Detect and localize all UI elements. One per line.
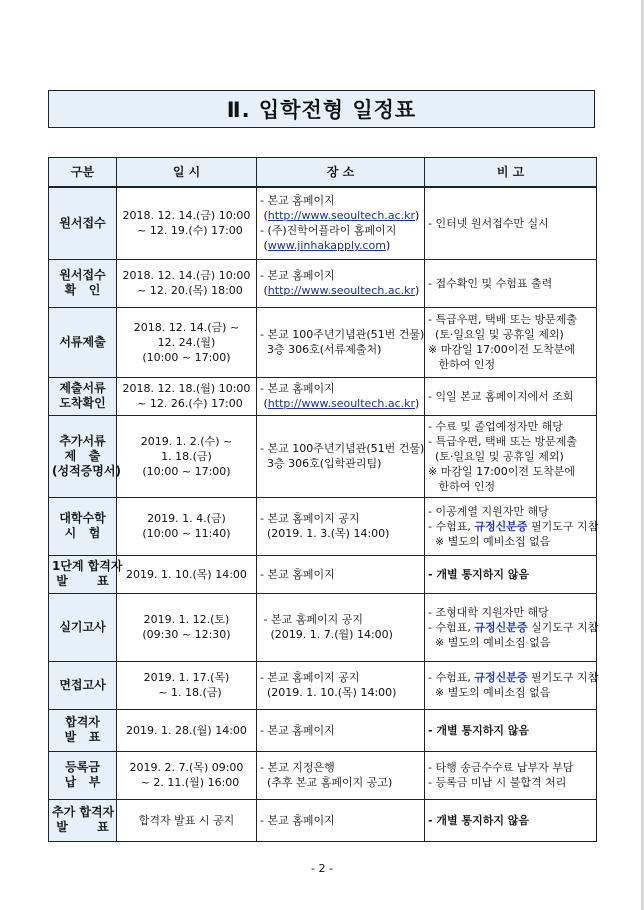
line-prefix: - 수험표, (428, 671, 475, 684)
table-row (49, 661, 597, 709)
table-header-row (49, 158, 597, 188)
cell-line: - 본교 지정은행 (260, 761, 335, 774)
note-cell (425, 751, 597, 799)
homepage-link[interactable]: www.jinhakapply.com (267, 239, 386, 253)
category-label: 확 인 (64, 283, 101, 297)
homepage-link[interactable]: http://www.seoultech.ac.kr (267, 284, 416, 297)
cell-line (428, 620, 599, 635)
category-label: 원서접수 (59, 268, 106, 282)
datetime-cell (117, 187, 257, 259)
cell-line: ※ 별도의 예비소집 없음 (428, 635, 551, 649)
place-cell (257, 307, 425, 377)
table-row (49, 799, 597, 841)
category-label: 면접고사 (59, 677, 106, 692)
category-cell (49, 497, 117, 555)
category-cell (49, 751, 117, 799)
table-row (49, 555, 597, 593)
note-cell (425, 661, 597, 709)
datetime-line: 2019. 1. 17.(목) (143, 671, 230, 684)
cell-line: ※ 마감일 17:00이전 도착분에 (428, 343, 576, 356)
cell-line: - 본교 홈페이지 (260, 382, 335, 395)
category-cell (49, 709, 117, 751)
category-label: 도착확인 (59, 396, 106, 410)
cell-line (428, 670, 599, 685)
datetime-line: 2018. 12. 14.(금) ~ (133, 320, 240, 334)
place-cell (257, 661, 425, 709)
datetime-line: ~ 12. 20.(목) 18:00 (130, 284, 243, 297)
line-prefix: ( (260, 284, 268, 297)
table-row (49, 415, 597, 497)
datetime-cell (117, 555, 257, 593)
homepage-link[interactable]: http://www.seoultech.ac.kr (267, 209, 416, 223)
datetime-cell (117, 377, 257, 415)
cell-line: (2019. 1. 7.(월) 14:00) (260, 628, 393, 641)
category-label: 추가서류 (59, 433, 106, 448)
datetime-line: ~ 1. 18.(금) (151, 686, 222, 699)
category-label: 서류제출 (59, 334, 106, 349)
line-suffix: 실기도구 지참 (527, 620, 599, 634)
note-cell (425, 187, 597, 259)
line-prefix: ( (260, 397, 268, 410)
cell-line: - 특급우편, 택배 또는 방문제출 (428, 313, 577, 326)
cell-line: - 본교 홈페이지 (260, 194, 335, 208)
id-card-highlight: 규정신분증 (474, 519, 528, 533)
cell-line (260, 283, 421, 298)
table-row (49, 259, 597, 307)
category-label: 발 표 (64, 730, 101, 744)
datetime-line: 합격자 발표 시 공지 (138, 813, 235, 827)
cell-line: 한하여 인정 (428, 358, 496, 371)
table-row (49, 187, 597, 259)
datetime-line: (10:00 ~ 11:40) (142, 527, 231, 540)
header-place: 장 소 (257, 158, 425, 188)
datetime-line: 2019. 1. 10.(목) 14:00 (126, 567, 247, 581)
category-label: 발 표 (56, 574, 109, 588)
cell-line: - 본교 홈페이지 공지 (260, 613, 363, 626)
place-cell (257, 415, 425, 497)
datetime-line: 2018. 12. 14.(금) 10:00 (122, 209, 251, 223)
datetime-line: 2019. 1. 28.(월) 14:00 (126, 723, 247, 737)
datetime-line: (10:00 ~ 17:00) (142, 464, 231, 478)
line-suffix: 필기도구 지참 (527, 671, 599, 684)
cell-line: 3층 306호(입학관리팀) (260, 457, 382, 470)
id-card-highlight: 규정신분증 (474, 620, 528, 634)
place-cell (257, 751, 425, 799)
category-label: 합격자 (65, 715, 100, 729)
cell-line: - 등록금 미납 시 불합격 처리 (428, 776, 567, 789)
place-cell (257, 593, 425, 661)
cell-line: ※ 별도의 예비소집 없음 (428, 534, 551, 548)
category-cell (49, 377, 117, 415)
place-cell (257, 259, 425, 307)
category-cell (49, 555, 123, 593)
datetime-cell (117, 497, 257, 555)
note-cell (425, 709, 597, 751)
category-label: 납 부 (64, 775, 101, 789)
datetime-cell (117, 751, 257, 799)
cell-line: - 익일 본교 홈페이지에서 조회 (428, 389, 574, 403)
cell-line: - 개별 통지하지 않음 (428, 567, 530, 581)
category-cell (49, 307, 117, 377)
cell-line: 한하여 인정 (428, 479, 496, 493)
cell-line (260, 208, 421, 223)
note-cell (425, 593, 597, 661)
datetime-cell (117, 415, 257, 497)
cell-line: - 본교 홈페이지 (260, 813, 335, 827)
category-label: 추가 합격자 (52, 805, 115, 819)
table-row (49, 377, 597, 415)
line-suffix: ) (415, 284, 420, 297)
datetime-line: ~ 12. 26.(수) 17:00 (130, 397, 243, 410)
cell-line: (2019. 1. 3.(목) 14:00) (260, 527, 390, 540)
cell-line: - 개별 통지하지 않음 (428, 723, 530, 737)
header-note: 비 고 (425, 158, 597, 188)
line-suffix: ) (385, 239, 391, 253)
homepage-link[interactable]: http://www.seoultech.ac.kr (267, 397, 416, 410)
cell-line: - 타행 송금수수료 납부자 부담 (428, 761, 574, 774)
category-cell (49, 187, 117, 259)
note-cell (425, 415, 597, 497)
category-label: 시 험 (64, 526, 101, 540)
id-card-highlight: 규정신분증 (474, 671, 528, 684)
cell-line: - 본교 홈페이지 공지 (260, 671, 360, 684)
datetime-cell (117, 661, 257, 709)
place-cell (257, 709, 425, 751)
schedule-body (49, 187, 597, 841)
cell-line: (토·일요일 및 공휴일 제외) (428, 328, 564, 341)
cell-line: ※ 마감일 17:00이전 도착분에 (428, 464, 576, 478)
line-suffix: 필기도구 지참 (527, 519, 599, 533)
place-cell (257, 377, 425, 415)
cell-line: - 개별 통지하지 않음 (428, 813, 530, 827)
page-number: - 2 - (311, 862, 333, 875)
datetime-line: (10:00 ~ 17:00) (142, 350, 231, 364)
datetime-cell (117, 259, 257, 307)
datetime-line: 2019. 1. 2.(수) ~ (140, 434, 233, 448)
cell-line: - 접수확인 및 수험표 출력 (428, 276, 553, 290)
datetime-line: 2018. 12. 14.(금) 10:00 (122, 269, 251, 282)
cell-line: - 본교 홈페이지 (260, 723, 335, 737)
cell-line: ※ 별도의 예비소집 없음 (428, 686, 551, 699)
category-label: 발 표 (56, 820, 109, 834)
cell-line: - 이공계열 지원자만 해당 (428, 504, 549, 518)
cell-line: - 본교 홈페이지 (260, 269, 335, 282)
note-cell (425, 259, 597, 307)
category-label: 1단계 합격자 (52, 559, 123, 573)
cell-line: - 인터넷 원서접수만 실시 (428, 216, 549, 230)
datetime-line: 2019. 1. 4.(금) (147, 512, 226, 525)
note-cell (425, 377, 597, 415)
cell-line: - 특급우편, 택배 또는 방문제출 (428, 434, 577, 448)
cell-line (260, 238, 421, 253)
place-cell (257, 497, 425, 555)
cell-line (428, 519, 599, 534)
cell-line (260, 396, 421, 411)
note-cell (425, 307, 597, 377)
category-cell (49, 661, 117, 709)
line-suffix: ) (415, 397, 420, 410)
page-title: Ⅱ. 입학전형 일정표 (48, 90, 595, 128)
cell-line: - (주)진학어플라이 홈페이지 (260, 224, 397, 238)
datetime-line: ~ 12. 19.(수) 17:00 (130, 224, 243, 238)
datetime-line: 2019. 1. 12.(토) (143, 613, 230, 626)
category-label: 등록금 (65, 760, 100, 774)
datetime-cell (117, 593, 257, 661)
cell-line: - 본교 100주년기념관(51번 건물) (260, 328, 425, 341)
line-prefix: - 수험표, (428, 620, 475, 634)
category-label: 실기고사 (59, 619, 106, 634)
table-row (49, 307, 597, 377)
category-label: 제출서류 (59, 381, 106, 395)
cell-line: (2019. 1. 10.(목) 14:00) (260, 686, 397, 699)
datetime-line: 2018. 12. 18.(월) 10:00 (122, 382, 251, 395)
place-cell (257, 187, 425, 259)
line-prefix: ( (260, 209, 268, 223)
line-suffix: ) (415, 209, 420, 223)
datetime-line: (09:30 ~ 12:30) (142, 628, 231, 641)
datetime-line: 2019. 2. 7.(목) 09:00 (129, 761, 244, 774)
note-cell (425, 555, 597, 593)
category-label: 대학수학 (59, 511, 106, 525)
datetime-cell (117, 799, 257, 841)
note-cell (425, 497, 597, 555)
cell-line: (토·일요일 및 공휴일 제외) (428, 449, 564, 463)
line-prefix: ( (260, 239, 268, 253)
datetime-cell (117, 307, 257, 377)
note-cell (425, 799, 597, 841)
cell-line: (추후 본교 홈페이지 공고) (260, 776, 393, 789)
category-label: 제 출 (64, 448, 101, 463)
cell-line: - 본교 100주년기념관(51번 건물) (260, 442, 425, 455)
cell-line: - 본교 홈페이지 (260, 567, 335, 581)
header-category: 구분 (49, 158, 117, 188)
line-prefix: - 수험표, (428, 519, 475, 533)
category-cell (49, 259, 117, 307)
schedule-table (48, 157, 597, 842)
category-cell (49, 415, 121, 497)
category-cell (49, 593, 117, 661)
header-datetime: 일 시 (117, 158, 257, 188)
category-label: 원서접수 (59, 215, 106, 230)
cell-line: 3층 306호(서류제출처) (260, 343, 382, 356)
table-row (49, 593, 597, 661)
cell-line: - 수료 및 졸업예정자만 해당 (428, 419, 563, 433)
cell-line: - 조형대학 지원자만 해당 (428, 605, 549, 619)
table-row (49, 497, 597, 555)
datetime-line: 1. 18.(금) (161, 449, 212, 463)
datetime-cell (117, 709, 257, 751)
datetime-line: 12. 24.(월) (157, 335, 216, 349)
table-row (49, 709, 597, 751)
place-cell (257, 799, 425, 841)
category-label: (성적증명서) (52, 463, 121, 478)
table-row (49, 751, 597, 799)
cell-line: - 본교 홈페이지 공지 (260, 512, 360, 525)
datetime-line: ~ 2. 11.(월) 16:00 (133, 776, 240, 789)
place-cell (257, 555, 425, 593)
category-cell (49, 799, 117, 841)
